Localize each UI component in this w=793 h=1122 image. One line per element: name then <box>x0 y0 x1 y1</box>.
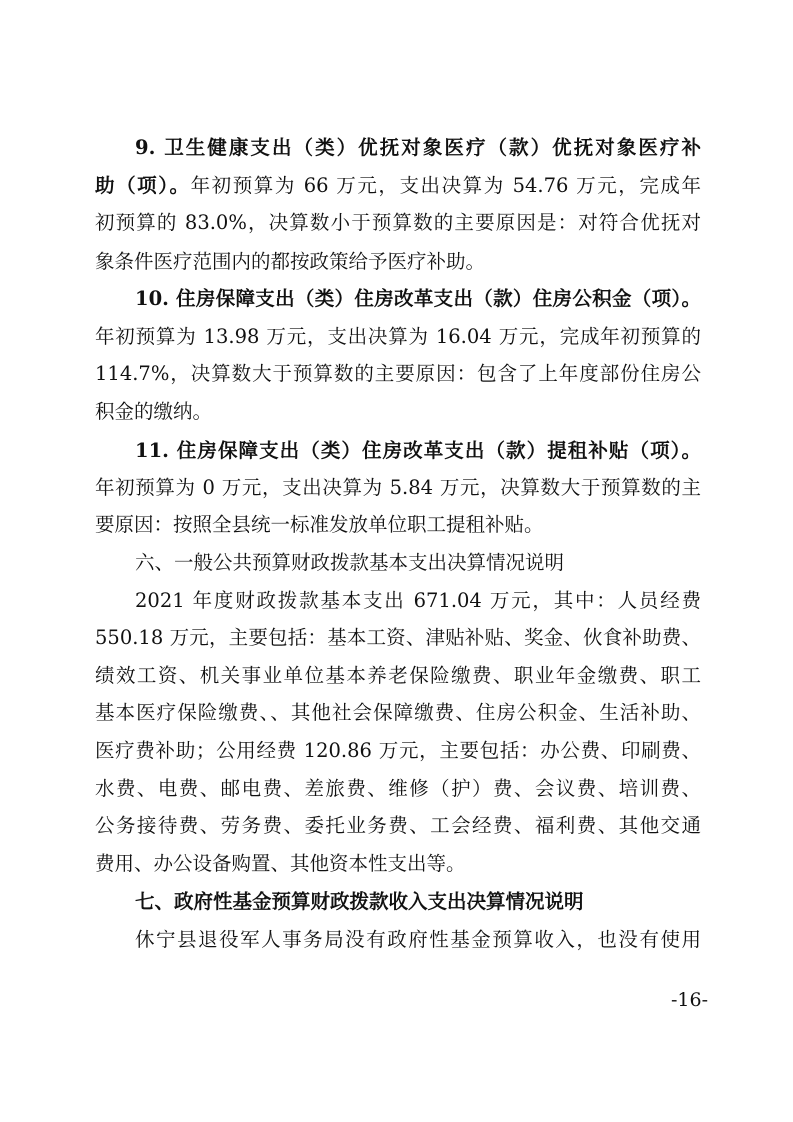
text-line <box>95 512 701 538</box>
body-text: 550.18 万元，主要包括：基本工资、津贴补贴、奖金、伙食补助费、 <box>95 626 701 649</box>
body-text: 休宁县退役军人事务局没有政府性基金预算收入，也没有使用 <box>135 928 701 951</box>
item-heading-9 <box>135 135 701 161</box>
body-text: 水费、电费、邮电费、差旅费、维修（护）费、会议费、培训费、 <box>95 777 701 800</box>
section-heading-text: 七、政府性基金预算财政拨款收入支出决算情况说明 <box>135 890 584 913</box>
text-line <box>95 249 701 275</box>
body-text: 绩效工资、机关事业单位基本养老保险缴费、职业年金缴费、职工 <box>95 664 701 687</box>
body-text: 年初预算为 0 万元，支出决算为 5.84 万元，决算数大于预算数的主 <box>95 476 701 499</box>
body-text: 积金的缴纳。 <box>95 400 213 423</box>
text-line <box>95 663 701 689</box>
body-text: 费用、办公设备购置、其他资本性支出等。 <box>95 852 466 875</box>
body-text: 医疗费补助；公用经费 120.86 万元，主要包括：办公费、印刷费、 <box>95 739 701 762</box>
text-line <box>95 324 701 350</box>
section-heading-6 <box>135 550 701 576</box>
text-line <box>95 399 701 425</box>
body-text: 要原因：按照全县统一标准发放单位职工提租补贴。 <box>95 513 544 536</box>
body-text: 年初预算为 66 万元，支出决算为 54.76 万元，完成年 <box>190 174 701 197</box>
item-heading-10 <box>135 286 701 312</box>
body-text: 公务接待费、劳务费、委托业务费、工会经费、福利费、其他交通 <box>95 814 701 837</box>
item-heading-text: 11. 住房保障支出（类）住房改革支出（款）提租补贴（项）。 <box>135 439 701 462</box>
section-heading-text: 六、一般公共预算财政拨款基本支出决算情况说明 <box>135 551 565 574</box>
item-heading-11 <box>135 438 701 464</box>
text-line <box>135 588 701 614</box>
text-line <box>95 173 701 199</box>
body-text: 114.7%，决算数大于预算数的主要原因：包含了上年度部份住房公 <box>95 362 701 385</box>
text-line <box>95 851 701 877</box>
section-heading-7 <box>135 889 701 915</box>
body-text: 基本医疗保险缴费、、其他社会保障缴费、住房公积金、生活补助、 <box>95 701 701 724</box>
item-heading-text: 助（项）。 <box>95 174 191 197</box>
text-line <box>95 625 701 651</box>
text-line <box>95 776 701 802</box>
body-text: 年初预算为 13.98 万元，支出决算为 16.04 万元，完成年初预算的 <box>95 325 701 348</box>
text-line <box>95 475 701 501</box>
body-text: 初预算的 83.0%，决算数小于预算数的主要原因是：对符合优抚对 <box>95 211 701 234</box>
item-heading-text: 9. 卫生健康支出（类）优抚对象医疗（款）优抚对象医疗补 <box>135 136 701 159</box>
text-line <box>135 927 701 953</box>
text-line <box>95 210 701 236</box>
text-line <box>95 738 701 764</box>
text-line <box>95 813 701 839</box>
text-line <box>95 361 701 387</box>
body-text: 2021 年度财政拨款基本支出 671.04 万元，其中：人员经费 <box>135 589 701 612</box>
page-number: -16- <box>670 989 708 1011</box>
text-line <box>95 700 701 726</box>
item-heading-text: 10. 住房保障支出（类）住房改革支出（款）住房公积金（项）。 <box>135 287 701 310</box>
body-text: 象条件医疗范围内的都按政策给予医疗补助。 <box>95 250 486 273</box>
